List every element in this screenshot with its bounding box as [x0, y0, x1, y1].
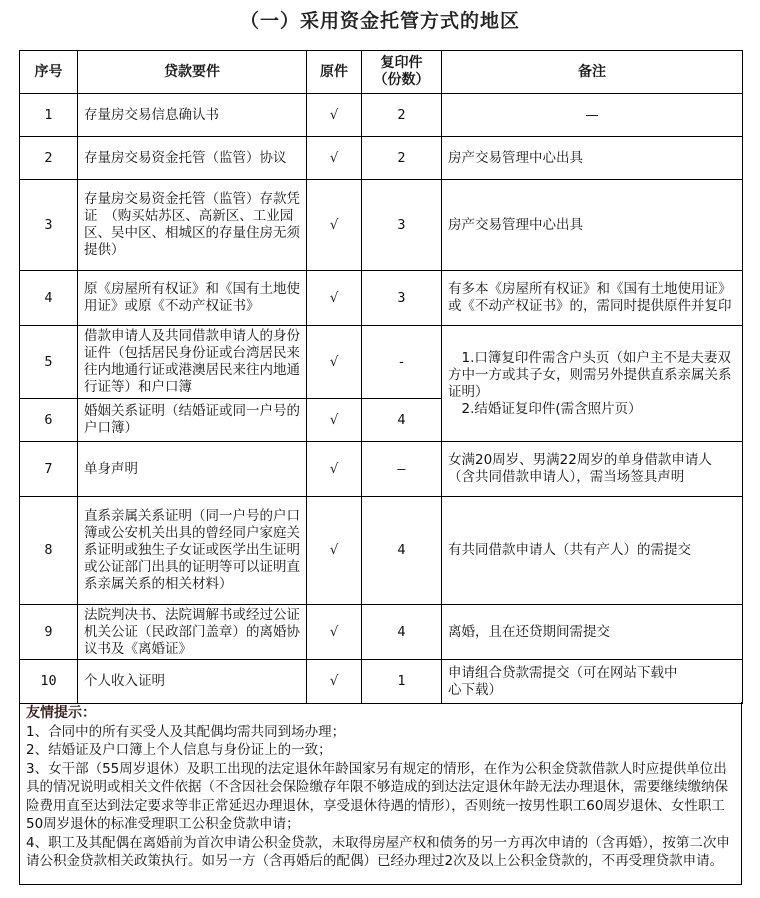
row-copies: 2	[362, 137, 442, 180]
row-copies: 4	[362, 399, 442, 442]
row-copies: —	[362, 442, 442, 497]
row-remarks: 女满20周岁、男满22周岁的单身借款申请人（含共同借款申请人），需当场签具声明	[442, 442, 743, 497]
check-icon: √	[307, 94, 362, 137]
row-seq: 9	[20, 605, 78, 660]
loan-requirements-table	[19, 50, 743, 704]
row-seq: 10	[20, 660, 78, 704]
row-copies: 4	[362, 605, 442, 660]
row-seq: 5	[20, 326, 78, 399]
check-icon: √	[307, 497, 362, 605]
row-copies: 1	[362, 660, 442, 704]
row-seq: 6	[20, 399, 78, 442]
section-title: （一）采用资金托管方式的地区	[239, 10, 520, 32]
tip-item: 1、合同中的所有买受人及其配偶均需共同到场办理；	[26, 723, 346, 740]
table-row	[20, 94, 743, 137]
check-icon: √	[307, 399, 362, 442]
row-seq: 4	[20, 271, 78, 326]
row-copies: 2	[362, 94, 442, 137]
check-icon: √	[307, 326, 362, 399]
friendly-tips-box	[19, 702, 742, 885]
tip-item: 4、职工及其配偶在离婚前为首次申请公积金贷款，未取得房屋产权和债务的另一方再次申请的（含再婚），按第二次申请公积金贷款相关政策执行。如另一方（含再婚后的配偶）已经办理过2次及以上公积金贷款的，不再受理贷款申请。	[26, 834, 730, 869]
row-item: 借款申请人及共同借款申请人的身份证件（包括居民身份证或台湾居民来往内地通行证或港澳居民来往内地通行证等）和户口簿	[78, 326, 307, 399]
row-copies: 3	[362, 180, 442, 271]
merged-remarks-line1: 1.口簿复印件需含户头页（如户主不是夫妻双方中一方或其子女，则需另外提供直系亲属关系证明）	[448, 349, 732, 400]
header-copies: 复印件（份数）	[362, 51, 442, 94]
row-seq: 2	[20, 137, 78, 180]
check-icon: √	[307, 271, 362, 326]
header-item: 贷款要件	[78, 51, 307, 94]
table-header-row	[20, 51, 743, 94]
header-seq: 序号	[20, 51, 78, 94]
row-remarks: 有多本《房屋所有权证》和《国有土地使用证》或《不动产权证书》的，需同时提供原件并复印	[442, 271, 743, 326]
table-row	[20, 660, 743, 704]
merged-remarks-5-6	[442, 326, 743, 442]
table-row	[20, 326, 743, 399]
check-icon: √	[307, 180, 362, 271]
check-icon: √	[307, 442, 362, 497]
row-item: 婚姻关系证明（结婚证或同一户号的户口簿）	[78, 399, 307, 442]
row-seq: 8	[20, 497, 78, 605]
header-remarks: 备注	[442, 51, 743, 94]
check-icon: √	[307, 660, 362, 704]
row-copies: 3	[362, 271, 442, 326]
row-remarks: 申请组合贷款需提交（可在网站下载中心下载）	[442, 660, 743, 704]
check-icon: √	[307, 137, 362, 180]
row-item: 存量房交易信息确认书	[78, 94, 307, 137]
table-row	[20, 137, 743, 180]
tip-item: 3、女干部（55周岁退休）及职工出现的法定退休年龄国家另有规定的情形，在作为公积金贷款借款人时应提供单位出具的情况说明或相关文件依据（不含因社会保险缴存年限不够造成的到达法定退休年龄无法办理退休，需要继续缴纳保险费用直至达到法定要求等非正常延迟办理退休，享受退休待遇的情形），否则统一按男性职工60周岁退休、女性职工50周岁退休的标准受理职工公积金贷款申请；	[26, 760, 728, 832]
row-seq: 7	[20, 442, 78, 497]
row-item: 原《房屋所有权证》和《国有土地使用证》或原《不动产权证书》	[78, 271, 307, 326]
check-icon: √	[307, 605, 362, 660]
tip-item: 2、结婚证及户口簿上个人信息与身份证上的一致；	[26, 742, 332, 758]
row-item: 个人收入证明	[78, 660, 307, 704]
row-copies: -	[362, 326, 442, 399]
row-remarks: 房产交易管理中心出具	[442, 180, 743, 271]
table-row	[20, 180, 743, 271]
row-item: 法院判决书、法院调解书或经过公证机关公证（民政部门盖章）的离婚协议书及《离婚证》	[78, 605, 307, 660]
row-remarks: —	[442, 94, 743, 137]
row-item: 存量房交易资金托管（监管）协议	[78, 137, 307, 180]
table-row	[20, 442, 743, 497]
table-row	[20, 271, 743, 326]
row-remarks: 离婚，且在还贷期间需提交	[442, 605, 743, 660]
row-remarks: 房产交易管理中心出具	[442, 137, 743, 180]
merged-remarks-line2: 2.结婚证复印件(需含照片页）	[461, 400, 642, 417]
header-original: 原件	[307, 51, 362, 94]
table-row	[20, 497, 743, 605]
tips-title: 友情提示：	[26, 705, 96, 721]
row-seq: 1	[20, 94, 78, 137]
row-item: 直系亲属关系证明（同一户号的户口簿或公安机关出具的曾经同户家庭关系证明或独生子女证或医学出生证明或公证部门出具的证明等可以证明直系亲属关系的相关材料）	[78, 497, 307, 605]
table-row	[20, 605, 743, 660]
row-remarks: 有共同借款申请人（共有产人）的需提交	[442, 497, 743, 605]
row-item: 存量房交易资金托管（监管）存款凭证 （购买姑苏区、高新区、工业园区、吴中区、相城区的存量住房无须提供）	[78, 180, 307, 271]
row-item: 单身声明	[78, 442, 307, 497]
row-seq: 3	[20, 180, 78, 271]
row-copies: 4	[362, 497, 442, 605]
